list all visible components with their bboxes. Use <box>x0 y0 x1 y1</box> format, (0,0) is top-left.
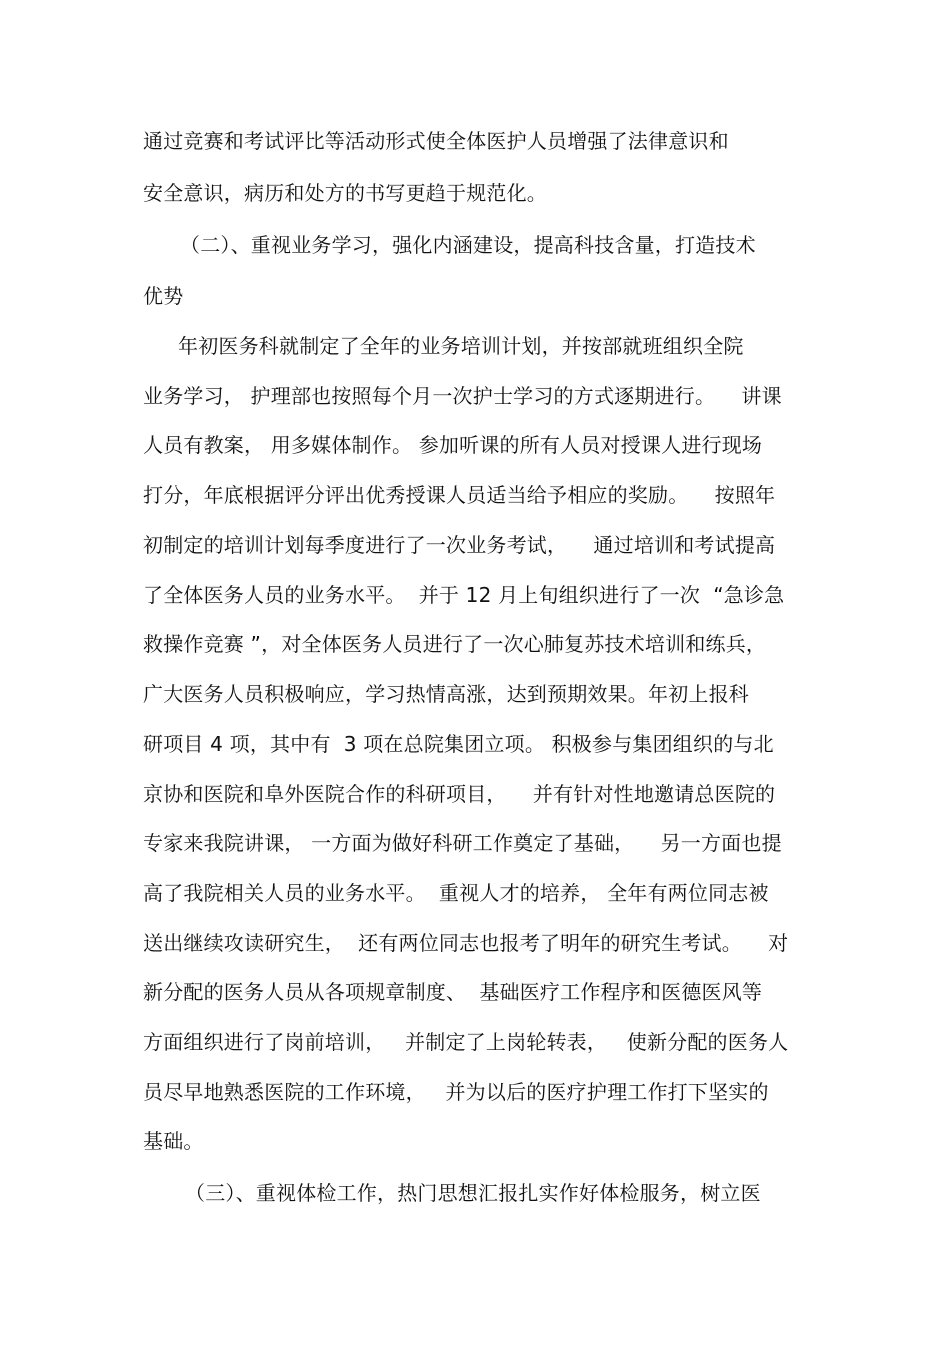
text-line: 业务学习， 护理部也按照每个月一次护士学习的方式逐期进行。 讲课 <box>143 384 782 408</box>
section-heading-2: （二）、重视业务学习，强化内涵建设，提高科技含量，打造技术 <box>180 233 756 257</box>
text-line: 新分配的医务人员从各项规章制度、 基础医疗工作程序和医德医风等 <box>143 980 763 1004</box>
text-line: 初制定的培训计划每季度进行了一次业务考试， 通过培训和考试提高 <box>143 533 776 557</box>
text-line: 研项目 4 项，其中有 3 项在总院集团立项。 积极参与集团组织的与北 <box>143 732 774 756</box>
text-line: 送出继续攻读研究生， 还有两位同志也报考了明年的研究生考试。 对 <box>143 931 789 955</box>
text-line: 人员有教案， 用多媒体制作。 参加听课的所有人员对授课人进行现场 <box>143 433 763 457</box>
text-line: 专家来我院讲课， 一方面为做好科研工作奠定了基础， 另一方面也提 <box>143 831 782 855</box>
text-line: 救操作竞赛 ”，对全体医务人员进行了一次心肺复苏技术培训和练兵， <box>143 632 767 656</box>
text-line: 方面组织进行了岗前培训， 并制定了上岗轮转表， 使新分配的医务人 <box>143 1030 789 1054</box>
paragraph-start: 年初医务科就制定了全年的业务培训计划，并按部就班组织全院 <box>178 334 744 358</box>
text-line: 员尽早地熟悉医院的工作环境， 并为以后的医疗护理工作打下坚实的 <box>143 1080 769 1104</box>
text-line: 广大医务人员积极响应，学习热情高涨，达到预期效果。年初上报科 <box>143 682 749 706</box>
text-line: 京协和医院和阜外医院合作的科研项目， 并有针对性地邀请总医院的 <box>143 782 776 806</box>
text-line: 打分，年底根据评分评出优秀授课人员适当给予相应的奖励。 按照年 <box>143 483 776 507</box>
section-heading-2-cont: 优势 <box>143 284 184 308</box>
text-line: 通过竞赛和考试评比等活动形式使全体医护人员增强了法律意识和 <box>143 129 729 153</box>
text-line: 基础。 <box>143 1129 204 1153</box>
text-line: 了全体医务人员的业务水平。 并于 12 月上旬组织进行了一次 “急诊急 <box>143 583 785 607</box>
text-line: 安全意识，病历和处方的书写更趋于规范化。 <box>143 181 547 205</box>
text-line: 高了我院相关人员的业务水平。 重视人才的培养， 全年有两位同志被 <box>143 881 769 905</box>
section-heading-3: （三）、重视体检工作，热门思想汇报扎实作好体检服务，树立医 <box>185 1181 761 1205</box>
